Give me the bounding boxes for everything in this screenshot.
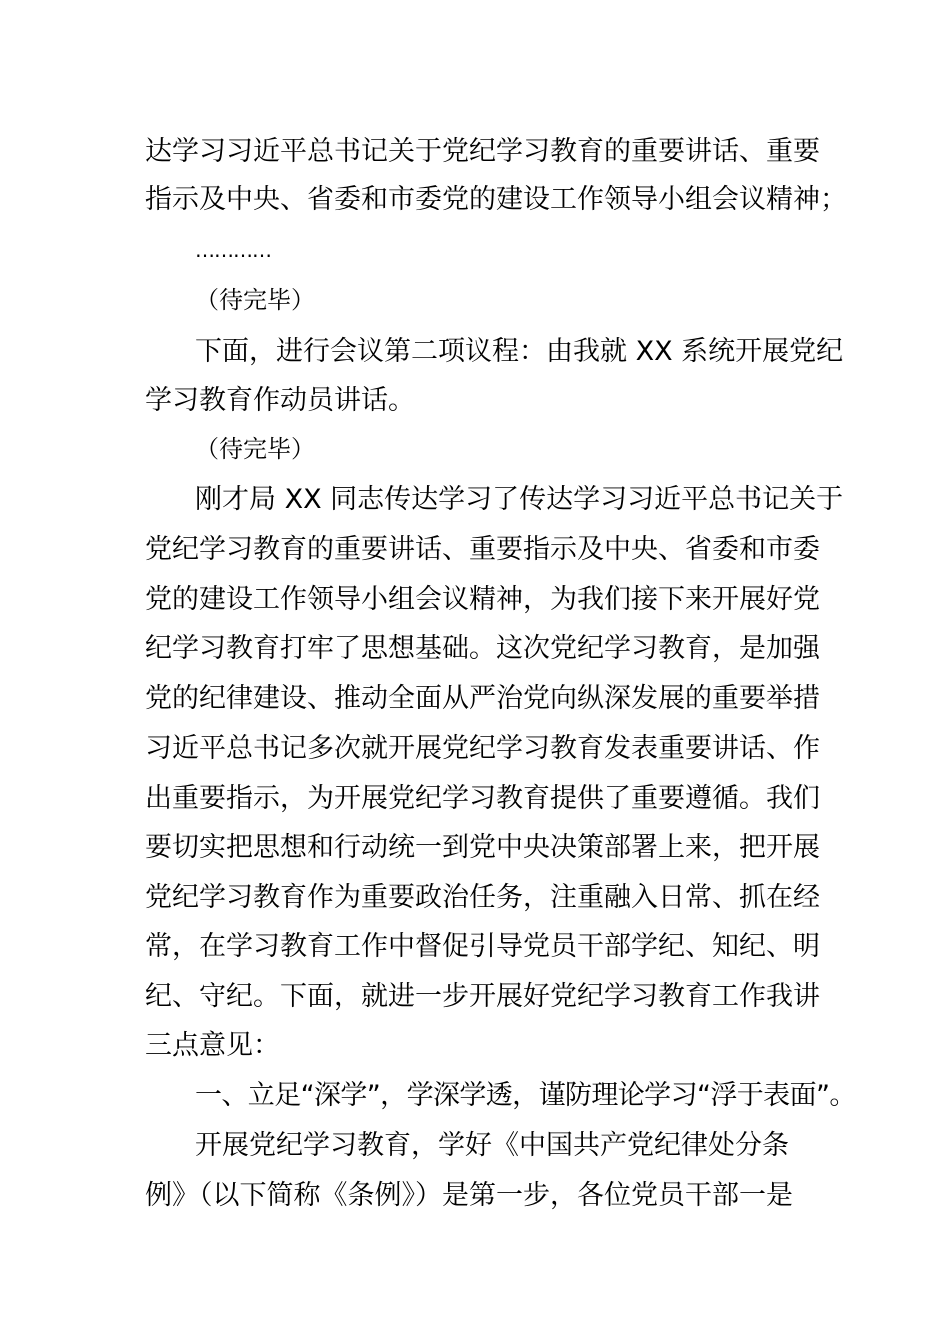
text-line-7: 党的建设工作领导小组会议精神，为我们接下来开展好党 bbox=[145, 584, 820, 615]
text-line-16: 三点意见： bbox=[145, 1030, 280, 1061]
text-line-18: 例》（以下简称《条例》）是第一步，各位党员干部一是 bbox=[145, 1180, 793, 1211]
text-line-1: 达学习习近平总书记关于党纪学习教育的重要讲话、重要 bbox=[145, 136, 820, 167]
text-line-5: 刚才局 XX 同志传达学习了传达学习习近平总书记关于 bbox=[195, 484, 844, 515]
text-line-11: 出重要指示，为开展党纪学习教育提供了重要遵循。我们 bbox=[145, 783, 820, 814]
text-line-17: 开展党纪学习教育，学好《中国共产党纪律处分条 bbox=[195, 1130, 789, 1161]
text-line-9: 党的纪律建设、推动全面从严治党向纵深发展的重要举措 bbox=[145, 683, 820, 714]
text-line-12: 要切实把思想和行动统一到党中央决策部署上来，把开展 bbox=[145, 832, 820, 863]
text-line-4: 学习教育作动员讲话。 bbox=[145, 385, 415, 416]
text-line-3: 下面，进行会议第二项议程：由我就 XX 系统开展党纪 bbox=[195, 336, 844, 367]
text-line-6: 党纪学习教育的重要讲话、重要指示及中央、省委和市委 bbox=[145, 534, 820, 565]
section-heading-1: 一、立足“深学”，学深学透，谨防理论学习“浮于表面”。 bbox=[195, 1080, 856, 1111]
text-line-13: 党纪学习教育作为重要政治任务，注重融入日常、抓在经 bbox=[145, 882, 820, 913]
text-line-14: 常，在学习教育工作中督促引导党员干部学纪、知纪、明 bbox=[145, 931, 820, 962]
text-line-8: 纪学习教育打牢了思想基础。这次党纪学习教育，是加强 bbox=[145, 633, 820, 664]
text-line-10: 习近平总书记多次就开展党纪学习教育发表重要讲话、作 bbox=[145, 733, 820, 764]
pending-note-2: （待完毕） bbox=[195, 435, 315, 463]
text-line-2: 指示及中央、省委和市委党的建设工作领导小组会议精神； bbox=[145, 184, 847, 215]
pending-note-1: （待完毕） bbox=[195, 286, 315, 314]
ellipsis-line: ………… bbox=[195, 238, 271, 262]
text-line-15: 纪、守纪。下面，就进一步开展好党纪学习教育工作我讲 bbox=[145, 981, 820, 1012]
